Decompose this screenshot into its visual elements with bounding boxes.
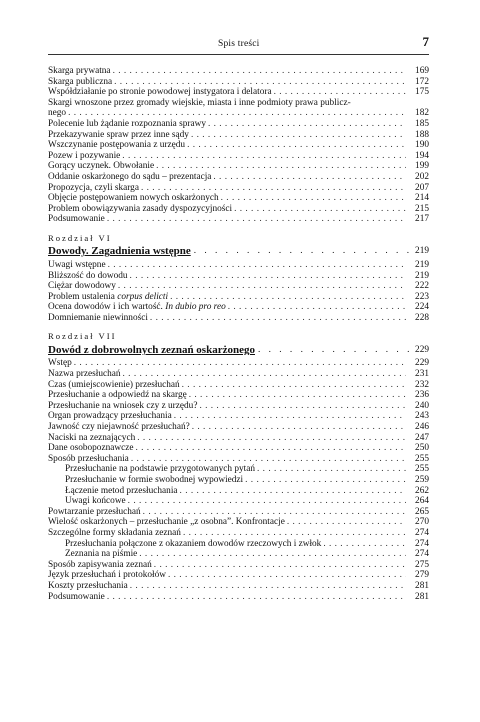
dot-leader: [180, 486, 406, 497]
toc-entry-page: 275: [415, 559, 429, 570]
dot-leader: [154, 560, 406, 571]
toc-entry[interactable]: [48, 108, 429, 119]
dot-leader: [108, 260, 406, 271]
dot-leader: [191, 130, 406, 141]
toc-entry-page: 262: [415, 485, 429, 496]
toc-entry-title: Bliższość do dowodu: [48, 270, 128, 281]
dot-leader: [258, 344, 412, 356]
toc-entry-title: Oddanie oskarżonego do sądu – prezentacja: [48, 171, 212, 182]
toc-entry-italic: In dubio pro reo: [165, 302, 226, 313]
toc-entry-title: Czas (umiejscowienie) przesłuchań: [48, 379, 180, 390]
toc-entry-page: 281: [415, 580, 429, 591]
dot-leader: [170, 292, 406, 303]
toc-entry[interactable]: [48, 390, 429, 401]
dot-leader: [199, 401, 406, 412]
toc-entry[interactable]: [48, 592, 429, 603]
toc-entry-title: Ocena dowodów i ich wartość. In dubio pro reo: [48, 302, 226, 313]
toc-entry-page: 190: [415, 140, 429, 151]
chapter-label: Rozdział VII: [48, 331, 117, 342]
toc-entry-title: Ciężar dowodowy: [48, 281, 116, 292]
toc-entry-page: 217: [415, 214, 429, 225]
chapter-title[interactable]: [48, 244, 429, 257]
dot-leader: [189, 390, 406, 401]
dot-leader: [245, 475, 406, 486]
toc-group-continued: [48, 66, 429, 225]
toc-entry[interactable]: [48, 369, 429, 380]
toc-entry[interactable]: [48, 119, 429, 130]
toc-entry[interactable]: [48, 292, 429, 303]
toc-entry-title: Gorący uczynek. Obwołanie: [48, 161, 155, 172]
toc-entry-page: 255: [415, 453, 429, 464]
toc-entry-page: 240: [415, 400, 429, 411]
toc-entry-title: Przesłuchania połączone z okazaniem dowodów rzeczowych i zwłok: [65, 538, 322, 549]
toc-entry-title: Przekazywanie spraw przez inne sądy: [48, 129, 189, 140]
toc-entry[interactable]: [48, 87, 429, 98]
toc-entry-title: Podsumowanie: [48, 591, 105, 602]
dot-leader: [118, 281, 406, 292]
toc-entry-page: 172: [415, 76, 429, 87]
dot-leader: [234, 204, 406, 215]
toc-entry-page: 219: [415, 270, 429, 281]
dot-leader: [68, 108, 406, 119]
dot-leader: [123, 369, 406, 380]
toc-entry[interactable]: [48, 454, 429, 465]
toc-entry-title: Skargi wnoszone przez gromady wiejskie, miasta i inne podmioty prawa publicz-: [48, 97, 351, 108]
toc-entry-page: 199: [415, 161, 429, 172]
toc-entry[interactable]: [48, 486, 429, 497]
toc-entry-page: 222: [415, 281, 429, 292]
toc-entry-page: 188: [415, 129, 429, 140]
page-number: 7: [422, 34, 429, 49]
toc-entry-page: 169: [415, 66, 429, 76]
dot-leader: [130, 581, 406, 592]
toc-entry[interactable]: [48, 130, 429, 141]
toc-entry-page: 270: [415, 517, 429, 528]
toc-entry-page: 175: [415, 87, 429, 98]
toc-entry-page: 185: [415, 118, 429, 129]
chapter-entries: [48, 358, 429, 602]
toc-entry[interactable]: [48, 539, 429, 550]
dot-leader: [131, 454, 406, 465]
toc-entry[interactable]: [48, 271, 429, 282]
toc-entry-page: 274: [415, 549, 429, 560]
toc-entry[interactable]: [48, 411, 429, 422]
toc-entry[interactable]: [48, 475, 429, 486]
toc-entry-title: Polecenie lub żądanie rozpoznania sprawy: [48, 118, 206, 129]
toc-entry[interactable]: [48, 433, 429, 444]
toc-entry[interactable]: [48, 422, 429, 433]
toc-entry[interactable]: [48, 380, 429, 391]
toc-entry[interactable]: [48, 161, 429, 172]
toc-entry-title: Współdziałanie po stronie powodowej instygatora i delatora: [48, 87, 272, 98]
toc-entry-title: Sposób przesłuchania: [48, 453, 129, 464]
toc-entry-title: Łączenie metod przesłuchania: [65, 485, 178, 496]
toc-entry[interactable]: [48, 464, 429, 475]
dot-leader: [107, 214, 406, 225]
dot-leader: [113, 66, 406, 77]
toc-entry-title: Koszty przesłuchania: [48, 580, 128, 591]
dot-leader: [192, 422, 406, 433]
dot-leader: [74, 358, 406, 369]
toc-entry-page: 202: [415, 171, 429, 182]
toc-entry-title: Objęcie postępowaniem nowych oskarżonych: [48, 193, 219, 204]
toc-entry[interactable]: [48, 204, 429, 215]
toc-entry-page: 279: [415, 570, 429, 581]
toc-entry-title: Pozew i pozywanie: [48, 150, 121, 161]
toc-entry-page: 224: [415, 302, 429, 313]
toc-entry-title: Jawność czy niejawność przesłuchań?: [48, 422, 190, 433]
dot-leader: [183, 528, 406, 539]
toc-entry-title: Przesłuchanie w formie swobodnej wypowiedzi: [65, 475, 244, 485]
toc-entry-page: 274: [415, 527, 429, 538]
toc-entry[interactable]: [48, 214, 429, 225]
toc-entry-title: Zeznania na piśmie: [65, 549, 138, 560]
chapter-title-text: Dowody. Zagadnienia wstępne: [48, 245, 191, 257]
dot-leader: [139, 549, 406, 560]
dot-leader: [287, 517, 406, 528]
toc-entry-page: 223: [415, 291, 429, 302]
toc-entry-title: Uwagi wstępne: [48, 259, 106, 270]
toc-entry-page: 231: [415, 369, 429, 380]
toc-entry[interactable]: [48, 77, 429, 88]
chapter-title-text: Dowód z dobrowolnych zeznań oskarżonego: [48, 343, 255, 356]
toc-entry-italic: corpus delicti: [117, 291, 169, 302]
dot-leader: [143, 507, 406, 518]
toc-entry[interactable]: [48, 193, 429, 204]
toc-entry-title: Przesłuchanie na wniosek czy z urzędu?: [48, 400, 198, 411]
running-header-title: Spis treści: [218, 39, 260, 49]
toc-entry[interactable]: [48, 560, 429, 571]
toc-entry-page: 255: [415, 464, 429, 475]
dot-leader: [130, 271, 406, 282]
toc-entry-title: Podsumowanie: [48, 214, 105, 225]
dot-leader: [274, 87, 406, 98]
toc-entry-page: 247: [415, 432, 429, 443]
dot-leader: [137, 433, 406, 444]
toc-entry-title: Dane osobopoznawcze: [48, 443, 134, 454]
dot-leader: [168, 570, 406, 581]
toc-entry[interactable]: [48, 183, 429, 194]
toc-entry[interactable]: [48, 151, 429, 162]
toc-entry-page: 274: [415, 538, 429, 549]
dot-leader: [150, 313, 406, 324]
toc-entry[interactable]: [48, 313, 429, 324]
toc-entry-page: 250: [415, 443, 429, 454]
toc-entry-title: Przesłuchanie a odpowiedź na skargę: [48, 390, 187, 401]
toc-entry[interactable]: [48, 98, 429, 109]
toc-entry[interactable]: [48, 358, 429, 369]
toc-entry-page: 265: [415, 506, 429, 517]
dot-leader: [194, 245, 412, 257]
toc-entry[interactable]: [48, 172, 429, 183]
toc-entry-title: Skarga publiczna: [48, 76, 113, 87]
toc-entry[interactable]: [48, 281, 429, 292]
toc-entry-title: Uwagi końcowe: [65, 496, 126, 507]
toc-entry-title: Przesłuchanie na podstawie przygotowanych pytań: [65, 464, 256, 475]
toc-entry[interactable]: [48, 66, 429, 77]
toc-entry-title: Wielość oskarżonych – przesłuchanie „z osobna”. Konfrontacje: [48, 517, 285, 528]
toc-entry-page: 259: [415, 475, 429, 485]
toc-entry-page: 236: [415, 390, 429, 401]
dot-leader: [323, 539, 406, 550]
toc-entry-page: 219: [415, 259, 429, 270]
toc-entry[interactable]: [48, 496, 429, 507]
dot-leader: [141, 183, 406, 194]
toc-entry-page: 207: [415, 182, 429, 193]
toc-entry[interactable]: [48, 581, 429, 592]
toc-entry-title: Język przesłuchań i protokołów: [48, 570, 166, 581]
toc-entry-page: 215: [415, 203, 429, 214]
toc-entry-title: Wszczynanie postępowania z urzędu: [48, 140, 186, 151]
dot-leader: [208, 119, 406, 130]
toc-entry-page: 228: [415, 312, 429, 323]
toc-entry-title: Skarga prywatna: [48, 66, 111, 76]
toc-entry-page: 194: [415, 150, 429, 161]
toc-entry-page: 214: [415, 193, 429, 204]
dot-leader: [128, 496, 406, 507]
chapter-page: 229: [415, 344, 429, 355]
toc-entry[interactable]: [48, 517, 429, 528]
toc-entry-title: Problem obowiązywania zasady dyspozycyjności: [48, 203, 233, 214]
dot-leader: [187, 140, 406, 151]
page-header: [48, 36, 429, 55]
toc-entry[interactable]: [48, 302, 429, 313]
toc-entry-title: Szczególne formy składania zeznań: [48, 527, 181, 538]
toc-entry-title: Organ prowadzący przesłuchania: [48, 411, 172, 422]
toc-entry-title: nego: [48, 108, 67, 119]
chapter-title[interactable]: [48, 342, 429, 355]
toc-entry-title: Sposób zapisywania zeznań: [48, 559, 152, 570]
toc-entry-title: Nazwa przesłuchań: [48, 369, 121, 380]
toc-entry-title: Naciski na zeznających: [48, 432, 136, 443]
toc-entry[interactable]: [48, 443, 429, 454]
dot-leader: [156, 161, 406, 172]
dot-leader: [257, 464, 406, 475]
dot-leader: [228, 302, 406, 313]
toc-entry-page: 182: [415, 108, 429, 119]
toc-entry-page: 281: [415, 591, 429, 602]
toc-entry-page: 229: [415, 358, 429, 369]
chapter-label: Rozdział VI: [48, 232, 112, 243]
toc-entry[interactable]: [48, 401, 429, 412]
chapter-entries: [48, 260, 429, 324]
toc-entry[interactable]: [48, 549, 429, 560]
toc-entry-title: Powtarzanie przesłuchań: [48, 506, 141, 517]
toc-entry[interactable]: [48, 570, 429, 581]
toc-entry-page: 232: [415, 379, 429, 390]
toc-entry-title: Domniemanie niewinności: [48, 312, 148, 323]
toc-entry-title: Wstęp: [48, 358, 72, 369]
dot-leader: [107, 592, 406, 603]
table-of-contents: [48, 66, 429, 602]
toc-entry-page: 264: [415, 496, 429, 507]
toc-entry-title: Propozycja, czyli skarga: [48, 182, 139, 193]
dot-leader: [122, 151, 406, 162]
dot-leader: [213, 172, 406, 183]
toc-entry[interactable]: [48, 140, 429, 151]
dot-leader: [182, 380, 406, 391]
dot-leader: [114, 77, 406, 88]
toc-entry-page: 246: [415, 422, 429, 433]
toc-entry-title: Problem ustalenia corpus delicti: [48, 291, 169, 302]
toc-entry-page: 243: [415, 411, 429, 422]
chapter-page: 219: [415, 246, 429, 257]
toc-entry[interactable]: [48, 528, 429, 539]
toc-entry[interactable]: [48, 507, 429, 518]
dot-leader: [174, 411, 406, 422]
dot-leader: [221, 193, 406, 204]
dot-leader: [135, 443, 406, 454]
toc-entry[interactable]: [48, 260, 429, 271]
